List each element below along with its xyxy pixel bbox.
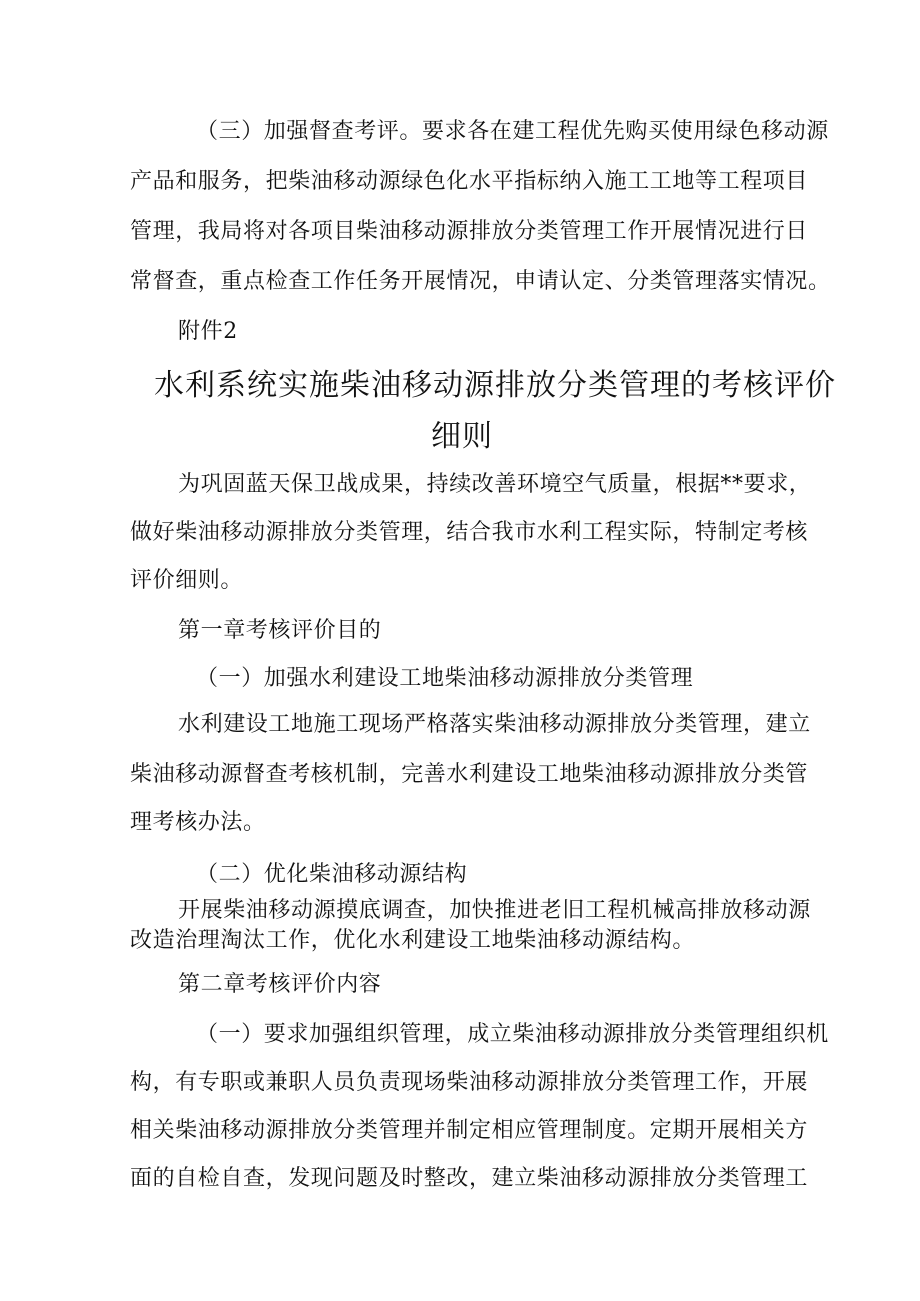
chapter-heading: 第一章考核评价目的 — [178, 618, 382, 643]
paragraph-line: 理考核办法。 — [130, 810, 266, 835]
paragraph-line: 产品和服务，把柴油移动源绿色化水平指标纳入施工工地等工程项目 — [130, 169, 809, 194]
paragraph-line: （三）加强督查考评。要求各在建工程优先购买使用绿色移动源 — [196, 119, 829, 144]
paragraph-line: 相关柴油移动源排放分类管理并制定相应管理制度。定期开展相关方 — [130, 1118, 809, 1143]
paragraph-line: 改造治理淘汰工作，优化水利建设工地柴油移动源结构。 — [130, 928, 696, 953]
attachment-label: 附件2 — [178, 319, 238, 344]
intro-line: 为巩固蓝天保卫战成果，持续改善环境空气质量，根据**要求， — [178, 472, 812, 497]
intro-line: 评价细则。 — [130, 568, 244, 593]
paragraph-line: 开展柴油移动源摸底调查，加快推进老旧工程机械高排放移动源 — [178, 898, 811, 923]
paragraph-line: 柴油移动源督查考核机制，完善水利建设工地柴油移动源排放分类管 — [130, 762, 809, 787]
document-title-line1: 水利系统实施柴油移动源排放分类管理的考核评价 — [154, 368, 836, 403]
paragraph-line: 水利建设工地施工现场严格落实柴油移动源排放分类管理，建立 — [178, 712, 811, 737]
paragraph-line: 管理，我局将对各项目柴油移动源排放分类管理工作开展情况进行日 — [130, 219, 809, 244]
intro-line: 做好柴油移动源排放分类管理，结合我市水利工程实际，特制定考核 — [130, 520, 809, 545]
section-heading: （一）加强水利建设工地柴油移动源排放分类管理 — [196, 666, 694, 691]
paragraph-line: 常督查，重点检查工作任务开展情况，申请认定、分类管理落实情况。 — [130, 269, 831, 294]
document-title-line2: 细则 — [431, 419, 493, 454]
chapter-heading: 第二章考核评价内容 — [178, 972, 382, 997]
paragraph-line: 面的自检自查，发现问题及时整改，建立柴油移动源排放分类管理工 — [130, 1166, 809, 1191]
paragraph-line: 构，有专职或兼职人员负责现场柴油移动源排放分类管理工作，开展 — [130, 1070, 809, 1095]
section-heading: （二）优化柴油移动源结构 — [196, 862, 468, 887]
paragraph-line: （一）要求加强组织管理，成立柴油移动源排放分类管理组织机 — [196, 1022, 829, 1047]
